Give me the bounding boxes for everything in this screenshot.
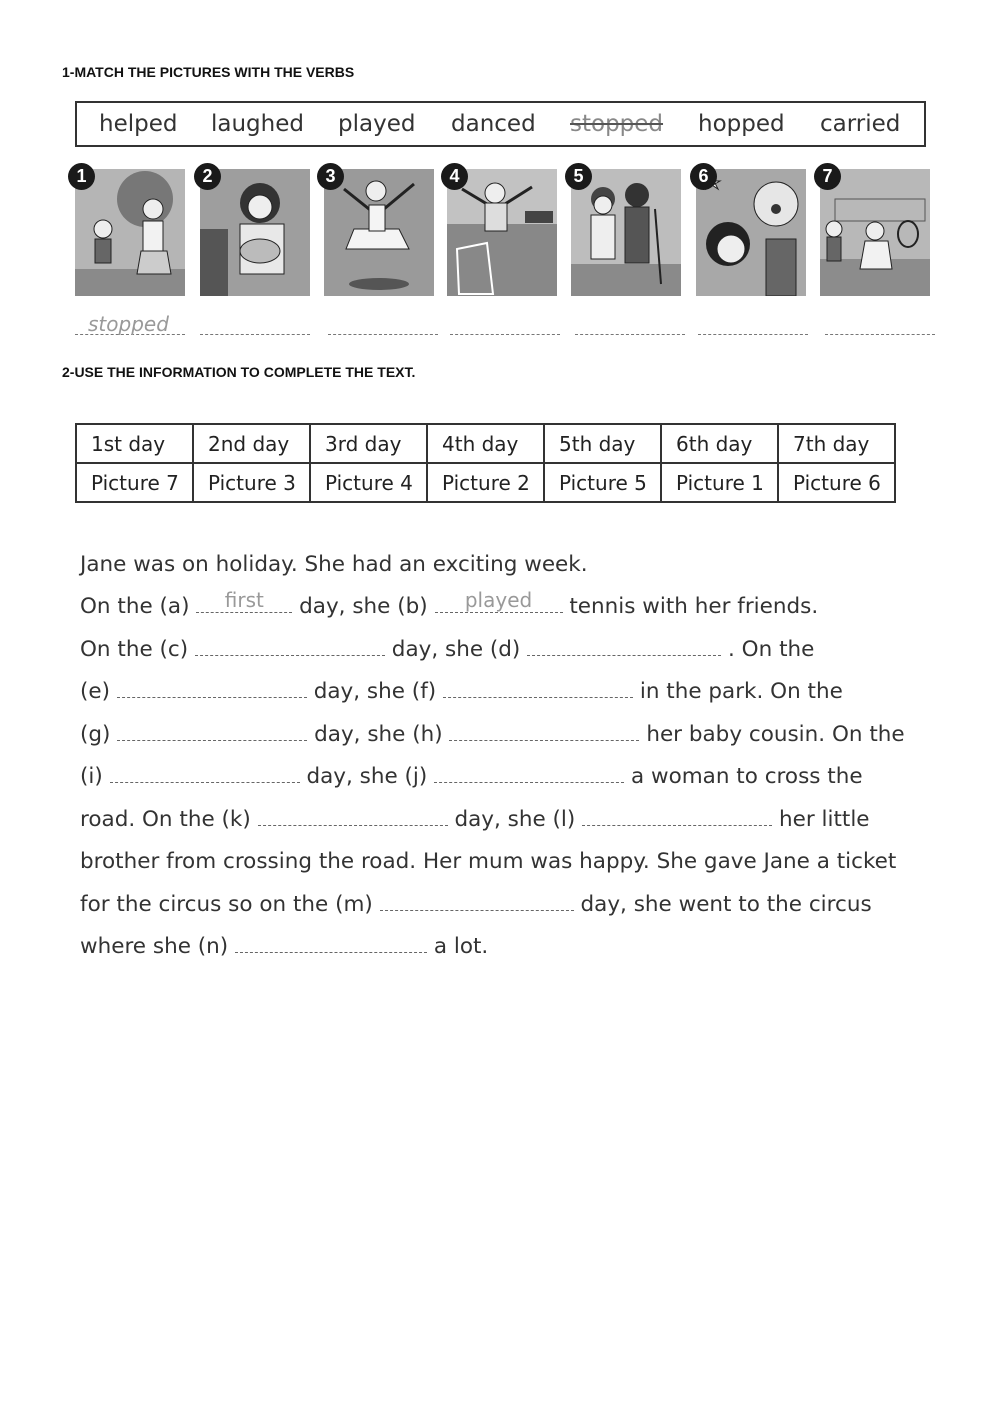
text-line-1 bbox=[80, 552, 588, 577]
day-cell: 4th day bbox=[427, 424, 544, 463]
picture-cell: Picture 1 bbox=[661, 463, 778, 502]
picture-6 bbox=[696, 169, 806, 296]
picture-cell: Picture 7 bbox=[76, 463, 193, 502]
blank-e[interactable] bbox=[117, 679, 307, 698]
text-segment: day, she (j) bbox=[306, 764, 428, 789]
answer-line-5[interactable] bbox=[575, 334, 685, 335]
text-segment: (e) bbox=[80, 679, 111, 704]
text-segment: day, she (d) bbox=[391, 637, 521, 662]
picture-3 bbox=[324, 169, 434, 296]
text-segment: On the (a) bbox=[80, 594, 190, 619]
blank-b[interactable] bbox=[435, 588, 563, 613]
picture-1 bbox=[75, 169, 185, 296]
text-segment: . On the bbox=[728, 637, 815, 662]
picture-cell: Picture 4 bbox=[310, 463, 427, 502]
day-cell: 7th day bbox=[778, 424, 895, 463]
picture-cell: Picture 3 bbox=[193, 463, 310, 502]
word-hopped: hopped bbox=[698, 111, 785, 137]
days-table bbox=[75, 423, 896, 503]
picture-number-3: 3 bbox=[317, 163, 344, 190]
blank-a[interactable] bbox=[196, 588, 292, 613]
text-segment: day, she (h) bbox=[314, 722, 443, 747]
word-danced: danced bbox=[451, 111, 536, 137]
answer-line-4[interactable] bbox=[450, 334, 560, 335]
text-segment: road. On the (k) bbox=[80, 807, 251, 832]
word-laughed: laughed bbox=[211, 111, 304, 137]
text-segment: day, she went to the circus bbox=[580, 892, 872, 917]
text-segment: her baby cousin. On the bbox=[646, 722, 905, 747]
text-segment: day, she (b) bbox=[299, 594, 428, 619]
text-segment: her little bbox=[778, 807, 870, 832]
picture-cell: Picture 6 bbox=[778, 463, 895, 502]
picture-number-6: 6 bbox=[690, 163, 717, 190]
text-segment: a lot. bbox=[433, 934, 489, 959]
text-segment: (i) bbox=[80, 764, 103, 789]
days-row bbox=[76, 424, 895, 463]
blank-f[interactable] bbox=[443, 679, 633, 698]
text-line-4 bbox=[80, 679, 843, 704]
text-line-5 bbox=[80, 722, 905, 747]
text-segment: (g) bbox=[80, 722, 111, 747]
blank-g[interactable] bbox=[117, 722, 307, 741]
text-line-2 bbox=[80, 588, 819, 619]
word-carried: carried bbox=[820, 111, 901, 137]
picture-cell: Picture 2 bbox=[427, 463, 544, 502]
text-segment: a woman to cross the bbox=[630, 764, 863, 789]
text-segment: for the circus so on the (m) bbox=[80, 892, 373, 917]
day-cell: 6th day bbox=[661, 424, 778, 463]
word-bank bbox=[75, 101, 926, 147]
picture-number-5: 5 bbox=[565, 163, 592, 190]
text-segment: in the park. On the bbox=[639, 679, 843, 704]
text-line-6 bbox=[80, 764, 863, 789]
picture-5 bbox=[571, 169, 681, 296]
word-stopped: stopped bbox=[570, 111, 664, 137]
text-line-7 bbox=[80, 807, 870, 832]
blank-a-fill: first bbox=[224, 588, 264, 612]
blank-j[interactable] bbox=[434, 764, 624, 783]
picture-number-7: 7 bbox=[814, 163, 841, 190]
pictures-row bbox=[76, 463, 895, 502]
text-line-8 bbox=[80, 849, 896, 874]
day-cell: 2nd day bbox=[193, 424, 310, 463]
text-segment: On the (c) bbox=[80, 637, 189, 662]
text-segment: day, she (f) bbox=[313, 679, 437, 704]
picture-number-4: 4 bbox=[441, 163, 468, 190]
picture-cell: Picture 5 bbox=[544, 463, 661, 502]
day-cell: 5th day bbox=[544, 424, 661, 463]
blank-i[interactable] bbox=[110, 764, 300, 783]
blank-k[interactable] bbox=[258, 807, 448, 826]
section1-heading: 1-MATCH THE PICTURES WITH THE VERBS bbox=[62, 64, 355, 80]
blank-n[interactable] bbox=[235, 934, 427, 953]
day-cell: 1st day bbox=[76, 424, 193, 463]
text-segment: brother from crossing the road. Her mum was happy. She gave Jane a ticket bbox=[80, 849, 897, 874]
section2-heading: 2-USE THE INFORMATION TO COMPLETE THE TEXT. bbox=[62, 364, 416, 380]
blank-c[interactable] bbox=[195, 637, 385, 656]
answer-1-text: stopped bbox=[88, 312, 169, 336]
text-segment: day, she (l) bbox=[454, 807, 576, 832]
answer-line-6[interactable] bbox=[698, 334, 808, 335]
word-helped: helped bbox=[99, 111, 178, 137]
answer-line-2[interactable] bbox=[200, 334, 310, 335]
word-played: played bbox=[338, 111, 416, 137]
text-line-10 bbox=[80, 934, 488, 959]
text-line-3 bbox=[80, 637, 814, 662]
text-segment: where she (n) bbox=[80, 934, 229, 959]
day-cell: 3rd day bbox=[310, 424, 427, 463]
picture-number-1: 1 bbox=[68, 163, 95, 190]
answer-line-3[interactable] bbox=[328, 334, 438, 335]
blank-d[interactable] bbox=[527, 637, 721, 656]
blank-b-fill: played bbox=[464, 588, 533, 612]
text-segment: tennis with her friends. bbox=[569, 594, 819, 619]
picture-number-2: 2 bbox=[194, 163, 221, 190]
text-line-9 bbox=[80, 892, 872, 917]
blank-h[interactable] bbox=[449, 722, 639, 741]
picture-7 bbox=[820, 169, 930, 296]
picture-2 bbox=[200, 169, 310, 296]
blank-l[interactable] bbox=[582, 807, 772, 826]
blank-m[interactable] bbox=[380, 892, 574, 911]
text-segment: Jane was on holiday. She had an exciting week. bbox=[80, 552, 588, 577]
answer-line-7[interactable] bbox=[825, 334, 935, 335]
picture-4 bbox=[447, 169, 557, 296]
